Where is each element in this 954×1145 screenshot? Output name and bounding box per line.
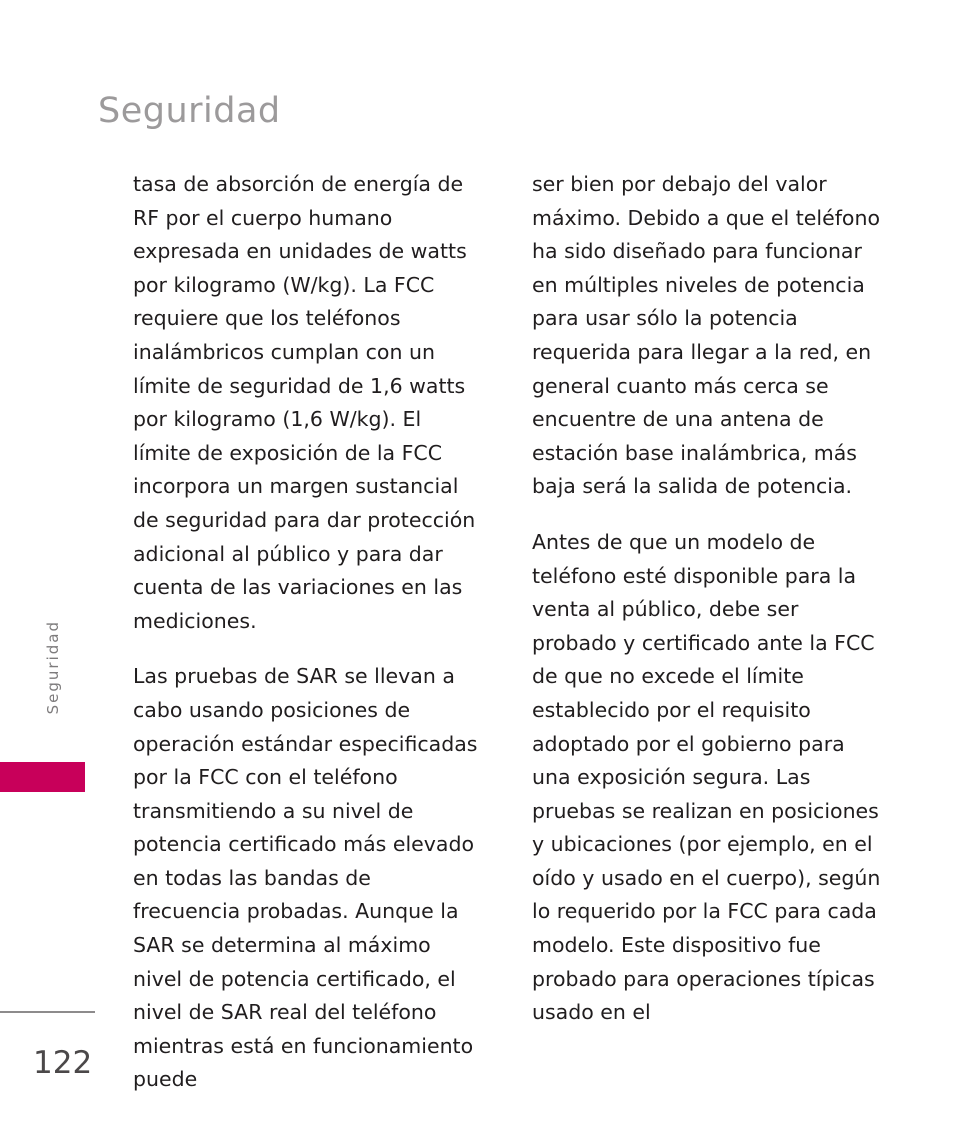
paragraph: Las pruebas de SAR se llevan a cabo usando posiciones de operación estándar especificadas por la FCC con el teléfono transmitiendo a su nivel de potencia certificado más elevado en todas las bandas de frecuencia probadas. Aunque la SAR se determina al máximo nivel de potencia certificado, el nivel de SAR real del teléfono mientras está en funcionamiento puede [133,664,478,1092]
page-number: 122 [33,1045,93,1081]
page-title: Seguridad [98,91,281,132]
paragraph: tasa de absorción de energía de RF por el cuerpo humano expresada en unidades de watts por kilogramo (W/kg). La FCC requiere que los teléfonos inalámbricos cumplan con un límite de seguridad de 1,6 watts por kilogramo (1,6 W/kg). El límite de exposición de la FCC incorpora un margen sustancial de seguridad para dar protección adicional al público y para dar cuenta de las variaciones en las mediciones. [133,172,476,633]
section-side-tab-marker [0,762,85,792]
footer-divider [0,1011,95,1013]
body-columns [133,168,881,1097]
right-column [532,168,881,1097]
paragraph: ser bien por debajo del valor máximo. Debido a que el teléfono ha sido diseñado para funcionar en múltiples niveles de potencia para usar sólo la potencia requerida para llegar a la red, en general cuanto más cerca se encuentre de una antena de estación base inalámbrica, más baja será la salida de potencia. [532,172,881,499]
paragraph: Antes de que un modelo de teléfono esté disponible para la venta al público, debe ser probado y certificado ante la FCC de que no excede el límite establecido por el requisito adoptado por el gobierno para una exposición segura. Las pruebas se realizan en posiciones y ubicaciones (por ejemplo, en el oído y usado en el cuerpo), según lo requerido por la FCC para cada modelo. Este dispositivo fue probado para operaciones típicas usado en el [532,529,881,1025]
section-side-tab-label: Seguridad [44,620,62,715]
left-column [133,168,482,1097]
